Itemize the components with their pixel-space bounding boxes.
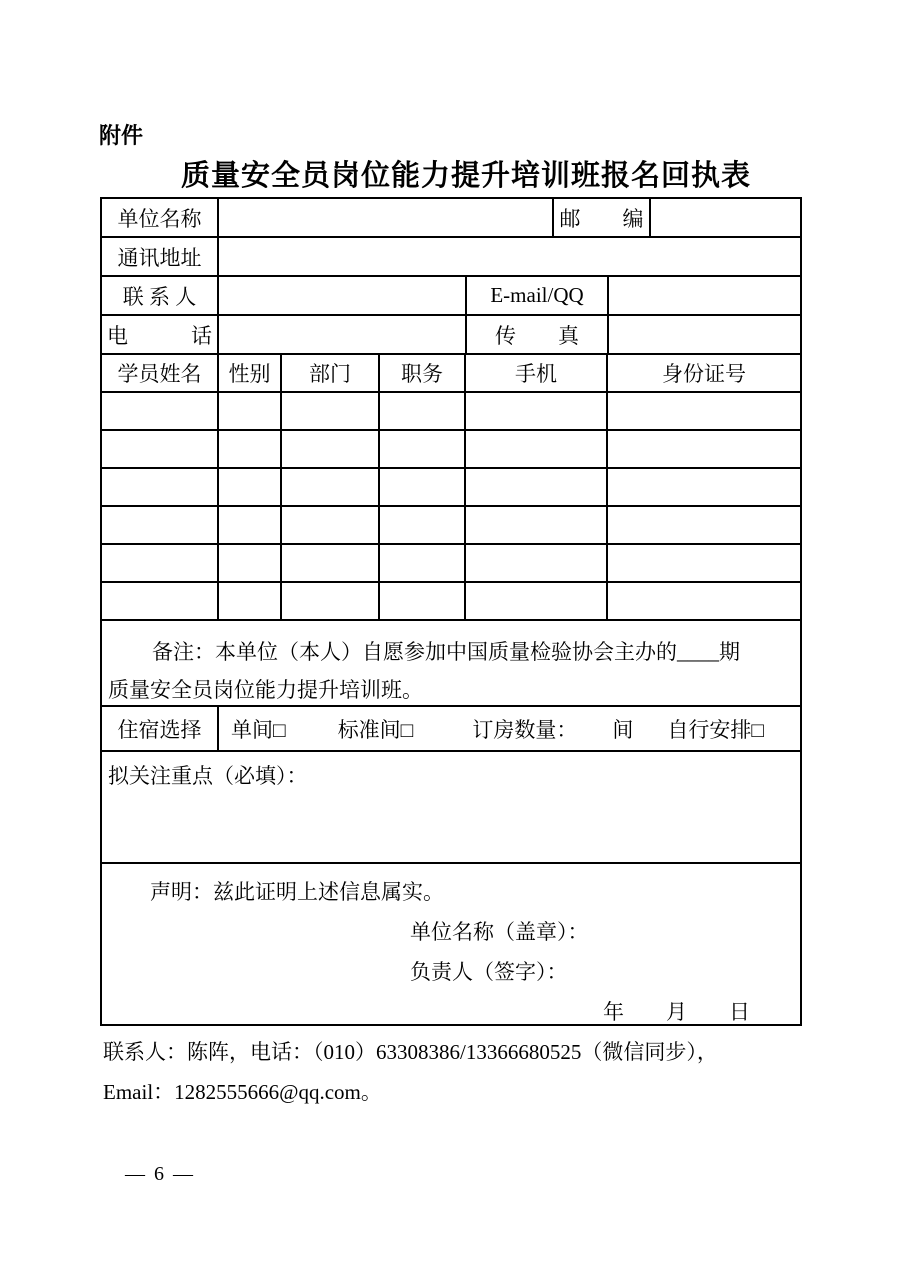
student-cell [608, 431, 800, 467]
focus-points-cell [102, 752, 800, 862]
student-cell [380, 393, 466, 429]
attachment-label: 附件 [99, 123, 144, 148]
signer-label: 负责人（签字）： [410, 960, 568, 984]
standard-room-checkbox: 标准间□ [337, 717, 414, 742]
quantity-unit-label: 间 [612, 717, 634, 742]
remarks-line-2: 质量安全员岗位能力提升培训班。 [108, 678, 423, 702]
student-cell [380, 469, 466, 505]
student-cell [608, 507, 800, 543]
phone-value-cell [219, 316, 467, 353]
unit-name-value-cell [219, 199, 554, 236]
student-cell [282, 583, 380, 619]
fax-value-cell [609, 316, 800, 353]
contact-person-row [102, 277, 800, 316]
student-cell [466, 507, 608, 543]
footer-contact-line: 联系人：陈阵，电话：（010）63308386/13366680525（微信同步）， [103, 1040, 718, 1064]
email-qq-value-cell [609, 277, 800, 314]
header-id-number: 身份证号 [662, 362, 746, 386]
unit-name-row [102, 199, 800, 238]
header-position: 职务 [380, 355, 466, 391]
student-cell [608, 393, 800, 429]
unit-name-label: 单位名称 [102, 199, 219, 236]
student-cell [466, 431, 608, 467]
student-cell [282, 469, 380, 505]
student-row [102, 507, 800, 545]
header-gender: 性别 [219, 355, 282, 391]
header-department: 部门 [282, 355, 380, 391]
student-row [102, 431, 800, 469]
student-cell [466, 545, 608, 581]
student-cell [380, 545, 466, 581]
self-arrange-checkbox: 自行安排□ [667, 717, 765, 742]
booking-quantity-label: 订房数量： [472, 717, 578, 742]
student-cell [219, 431, 282, 467]
accommodation-row [102, 707, 800, 752]
student-cell [608, 469, 800, 505]
student-cell [608, 545, 800, 581]
student-cell [282, 507, 380, 543]
student-cell [608, 583, 800, 619]
student-cell [466, 393, 608, 429]
student-cell [282, 393, 380, 429]
address-row [102, 238, 800, 277]
declaration-cell [102, 864, 800, 1024]
student-cell [219, 393, 282, 429]
page-title: 质量安全员岗位能力提升培训班报名回执表 [180, 160, 751, 192]
student-cell [380, 507, 466, 543]
student-cell [466, 583, 608, 619]
student-row [102, 469, 800, 507]
student-cell [282, 431, 380, 467]
page-number: — 6 — [125, 1163, 195, 1185]
unit-seal-label: 单位名称（盖章）： [410, 920, 589, 944]
registration-form-table [100, 197, 802, 1026]
contact-person-value-cell [219, 277, 467, 314]
student-cell [380, 583, 466, 619]
focus-points-label: 拟关注重点（必填）： [108, 764, 308, 788]
phone-row [102, 316, 800, 355]
focus-row [102, 752, 800, 864]
accommodation-options [219, 707, 800, 750]
header-mobile: 手机 [466, 355, 608, 391]
date-line: 年 月 日 [603, 1000, 750, 1024]
student-cell [219, 545, 282, 581]
declaration-row [102, 864, 800, 1024]
declaration-statement: 声明：兹此证明上述信息属实。 [150, 880, 444, 904]
student-cell [102, 469, 219, 505]
postal-code-value-cell [651, 199, 800, 236]
student-cell [282, 545, 380, 581]
remarks-line-1: 备注：本单位（本人）自愿参加中国质量检验协会主办的____期 [152, 640, 740, 664]
students-header-row [102, 355, 800, 393]
student-cell [102, 545, 219, 581]
student-cell [380, 431, 466, 467]
footer-email-line: Email：1282555666@qq.com。 [103, 1080, 382, 1104]
accommodation-label: 住宿选择 [102, 707, 219, 750]
student-cell [102, 431, 219, 467]
header-student-name: 学员姓名 [102, 355, 219, 391]
address-value-cell [219, 238, 800, 275]
phone-label: 电 话 [102, 316, 219, 353]
student-row [102, 393, 800, 431]
remarks-row [102, 621, 800, 707]
student-cell [102, 507, 219, 543]
email-qq-label: E-mail/QQ [467, 277, 609, 314]
student-cell [219, 583, 282, 619]
remarks-text [102, 621, 800, 705]
address-label: 通讯地址 [102, 238, 219, 275]
postal-code-label: 邮 编 [554, 199, 651, 236]
student-cell [102, 393, 219, 429]
student-row [102, 545, 800, 583]
student-cell [219, 469, 282, 505]
student-cell [466, 469, 608, 505]
student-cell [102, 583, 219, 619]
student-cell [219, 507, 282, 543]
single-room-checkbox: 单间□ [231, 717, 286, 742]
fax-label: 传 真 [467, 316, 609, 353]
contact-person-label: 联 系 人 [102, 277, 219, 314]
student-row [102, 583, 800, 621]
